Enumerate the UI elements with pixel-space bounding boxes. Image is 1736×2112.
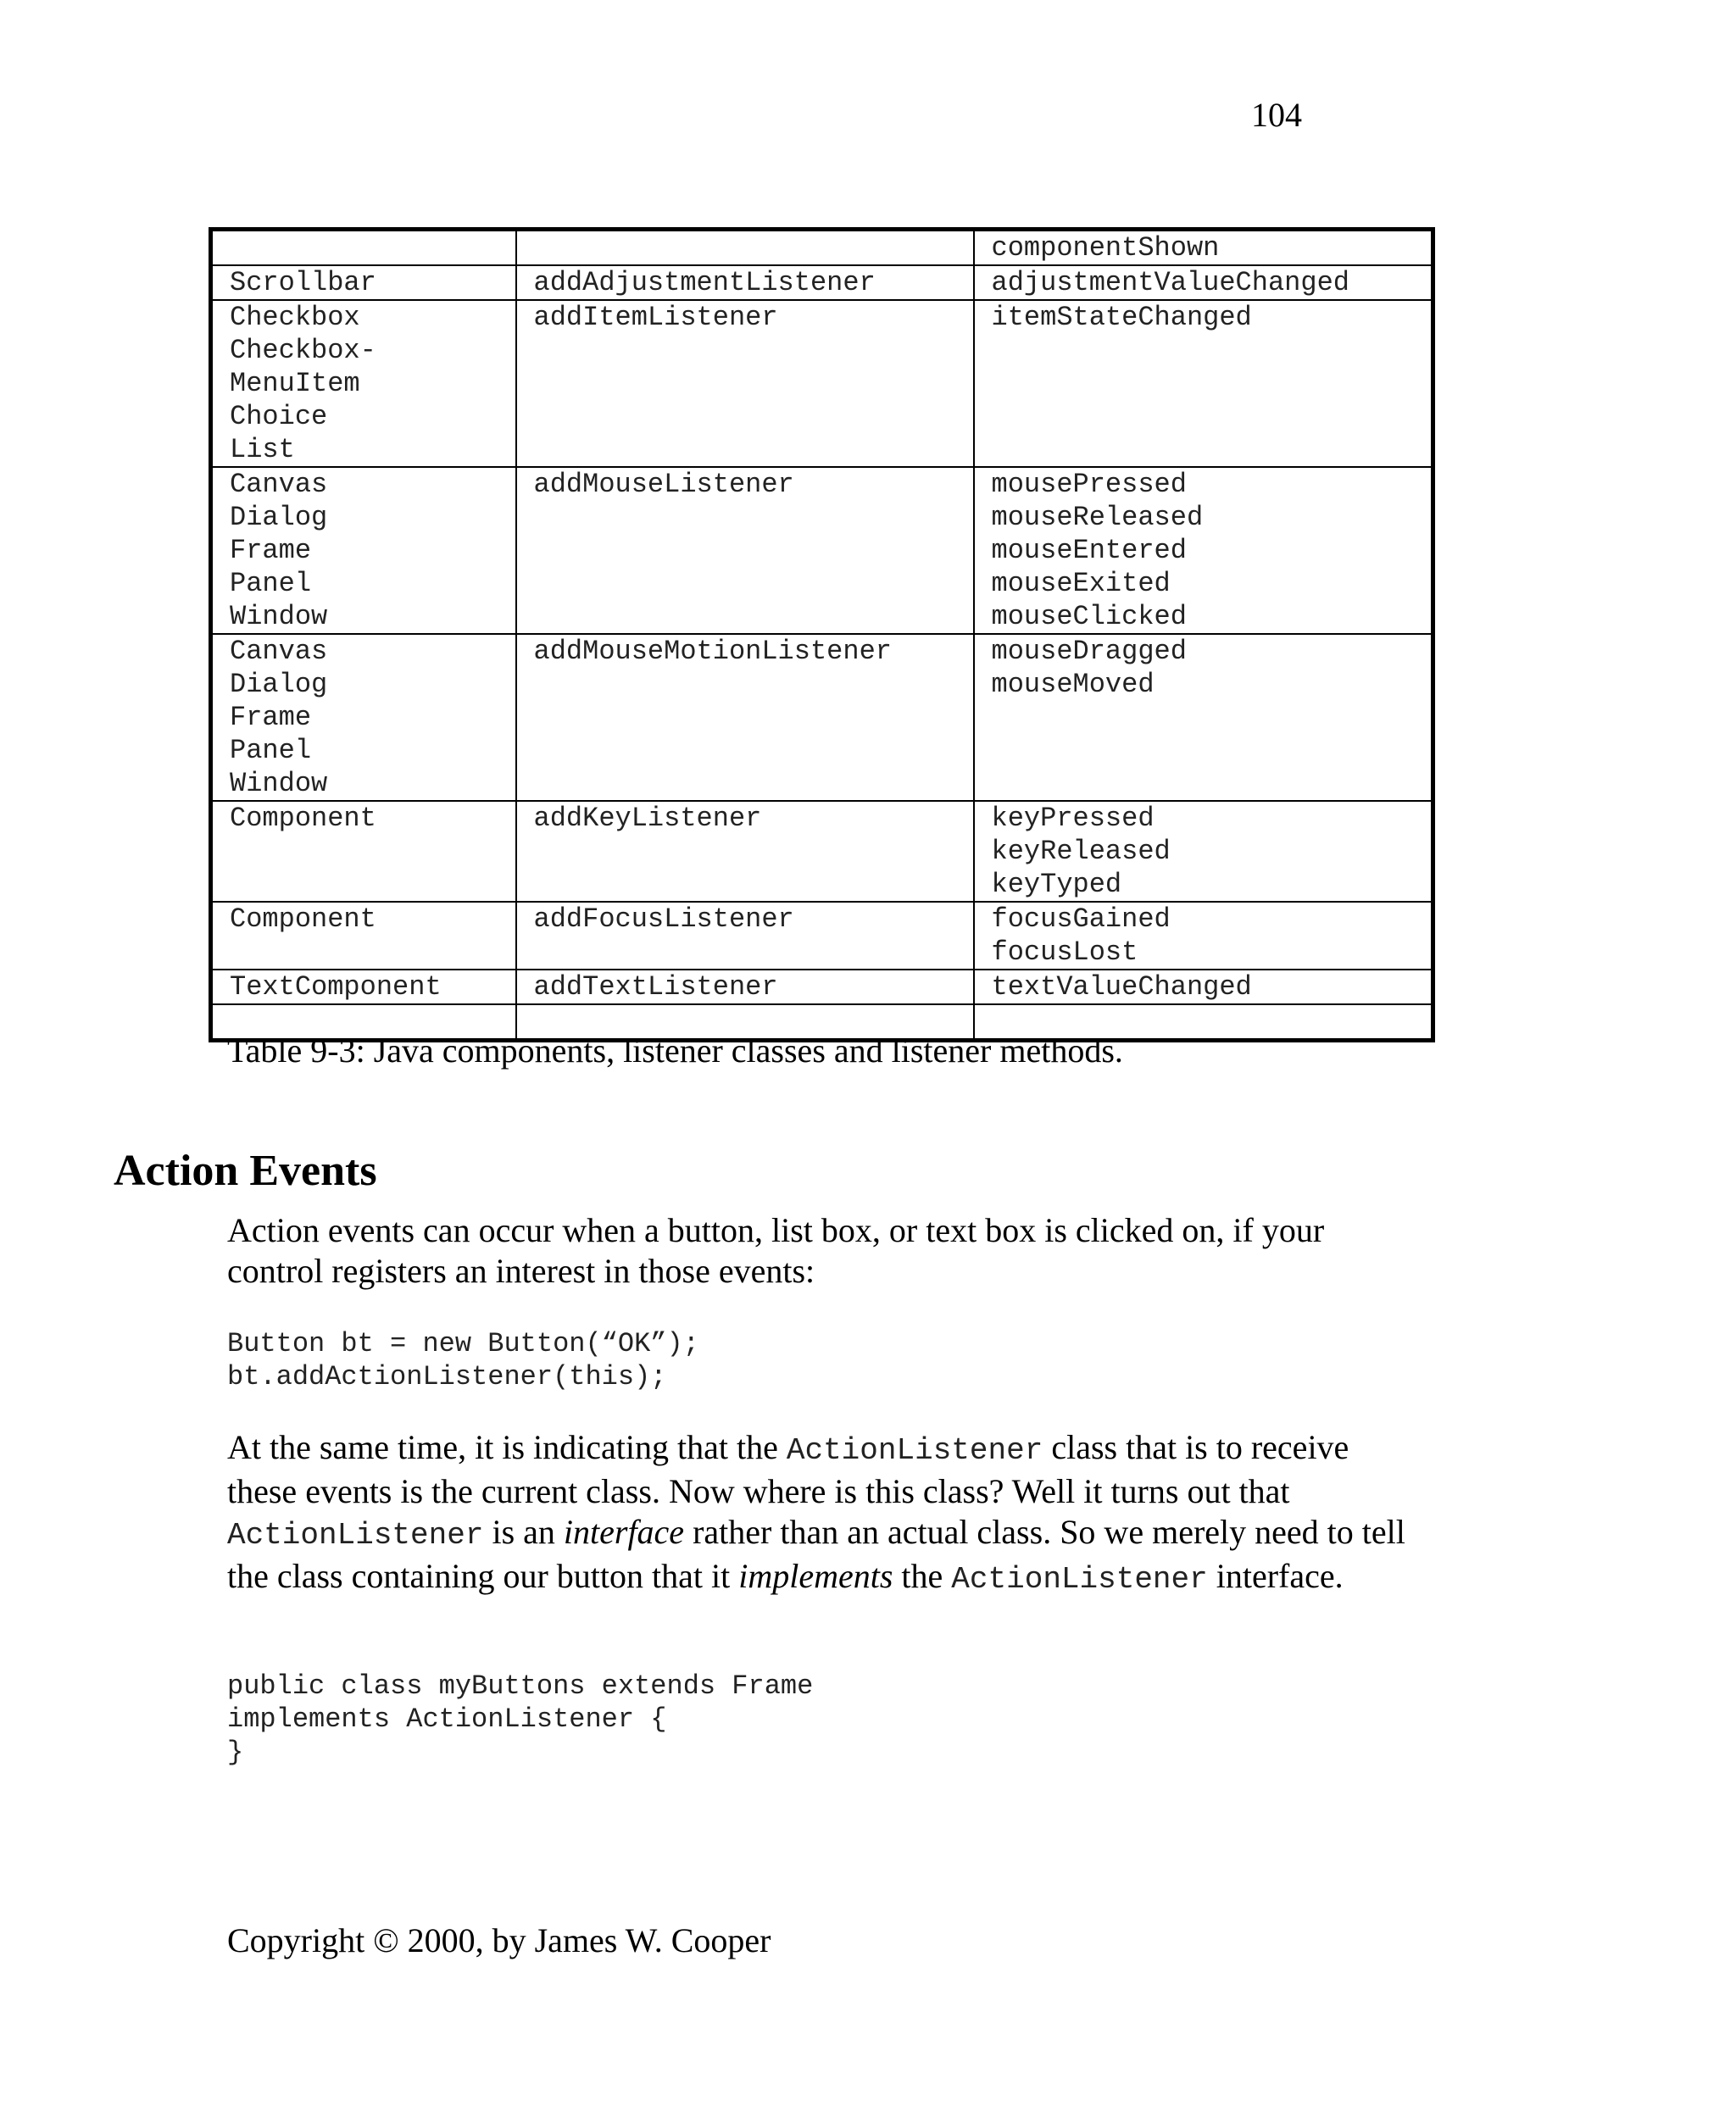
copyright-footer: Copyright © 2000, by James W. Cooper <box>227 1921 771 1959</box>
table-caption: Table 9-3: Java components, listener classes and listener methods. <box>227 1031 1123 1070</box>
table-cell-listener: addFocusListener <box>516 902 974 970</box>
emphasis: interface <box>563 1513 685 1551</box>
table-row <box>211 467 1433 634</box>
page-number: 104 <box>1251 96 1302 134</box>
table-cell-component: Scrollbar <box>211 265 516 300</box>
table-cell-listener: addMouseListener <box>516 467 974 634</box>
inline-code: ActionListener <box>786 1433 1043 1468</box>
table-cell-methods: focusGained focusLost <box>974 902 1433 970</box>
table-row <box>211 634 1433 801</box>
table-row <box>211 902 1433 970</box>
table-cell-component: Component <box>211 801 516 902</box>
listener-table <box>209 227 1435 1042</box>
code-block: Button bt = new Button(“OK”); bt.addActionListener(this); <box>227 1328 699 1392</box>
text-run: interface. <box>1207 1557 1344 1595</box>
table-cell-component: TextComponent <box>211 970 516 1004</box>
text-run: At the same time, it is indicating that the <box>227 1428 787 1466</box>
body-paragraph <box>227 1427 1414 1600</box>
table-row <box>211 300 1433 467</box>
table-cell-listener: addTextListener <box>516 970 974 1004</box>
text-run: rather than an actual class. So we merely need to tell the class containing our button that it <box>227 1513 1405 1595</box>
emphasis: implements <box>738 1557 893 1595</box>
body-paragraph: Action events can occur when a button, list box, or text box is clicked on, if your control registers an interest in those events: <box>227 1211 1325 1290</box>
table-row <box>211 801 1433 902</box>
table-cell-component <box>211 230 516 266</box>
table-cell-methods: mouseDragged mouseMoved <box>974 634 1433 801</box>
table-cell-component: Component <box>211 902 516 970</box>
inline-code: ActionListener <box>951 1562 1208 1597</box>
table-cell-listener <box>516 230 974 266</box>
table-cell-component: Checkbox Checkbox- MenuItem Choice List <box>211 300 516 467</box>
table-row <box>211 970 1433 1004</box>
table-cell-listener: addMouseMotionListener <box>516 634 974 801</box>
table-cell-component: Canvas Dialog Frame Panel Window <box>211 467 516 634</box>
table-cell-methods: mousePressed mouseReleased mouseEntered mouseExited mouseClicked <box>974 467 1433 634</box>
table-cell-listener: addItemListener <box>516 300 974 467</box>
table-cell-component: Canvas Dialog Frame Panel Window <box>211 634 516 801</box>
table-cell-methods: componentShown <box>974 230 1433 266</box>
inline-code: ActionListener <box>227 1518 484 1553</box>
text-run: the <box>893 1557 952 1595</box>
table-cell-listener: addKeyListener <box>516 801 974 902</box>
code-block: public class myButtons extends Frame implements ActionListener { } <box>227 1670 814 1768</box>
table-cell-methods: adjustmentValueChanged <box>974 265 1433 300</box>
section-heading: Action Events <box>114 1147 377 1195</box>
table-row <box>211 265 1433 300</box>
table-cell-methods: keyPressed keyReleased keyTyped <box>974 801 1433 902</box>
table-cell-methods: textValueChanged <box>974 970 1433 1004</box>
table-cell-listener: addAdjustmentListener <box>516 265 974 300</box>
table-row <box>211 230 1433 266</box>
text-run: class that is to receive these events is the current class. Now where is this class? Well it turns out that <box>227 1428 1349 1510</box>
table-cell-methods: itemStateChanged <box>974 300 1433 467</box>
text-run: is an <box>483 1513 564 1551</box>
